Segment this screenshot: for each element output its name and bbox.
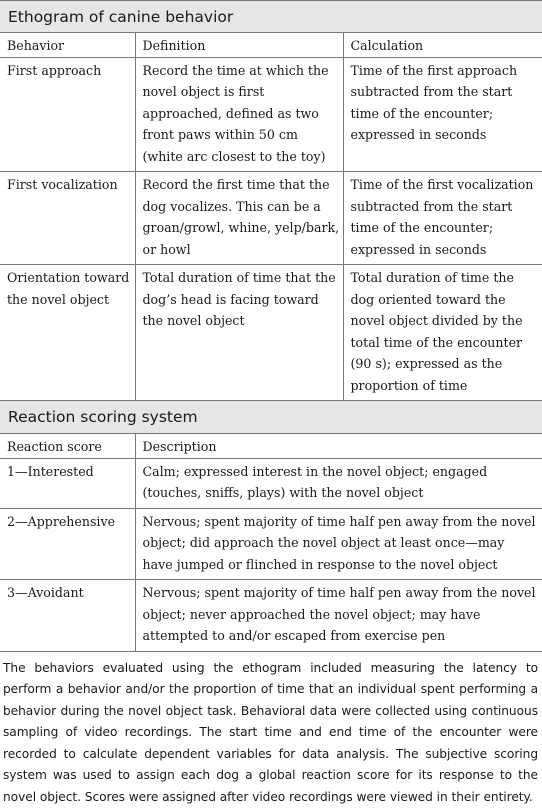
definition-column-header: Definition xyxy=(135,33,343,57)
description-cell: Nervous; spent majority of time half pen away from the novel object; did approach the novel object at least once—may have jumped or flinched in response to the novel object xyxy=(135,508,542,580)
description-column-header: Description xyxy=(135,434,542,458)
behavior-cell: First vocalization xyxy=(0,172,135,265)
definition-cell: Record the time at which the novel object is first approached, defined as two front paws within 50 cm (white arc closest to the toy) xyxy=(135,57,343,172)
score-column-header: Reaction score xyxy=(0,434,135,458)
definition-cell: Record the first time that the dog vocalizes. This can be a groan/growl, whine, yelp/bark, or howl xyxy=(135,172,343,265)
ethogram-table xyxy=(0,33,542,401)
score-cell: 1—Interested xyxy=(0,458,135,508)
table-row xyxy=(0,265,542,401)
scoring-header-row xyxy=(0,434,542,458)
ethogram-header-row xyxy=(0,33,542,57)
table-row xyxy=(0,458,542,508)
description-cell: Nervous; spent majority of time half pen away from the novel object; never approached the novel object; may have attempted to and/or escaped from exercise pen xyxy=(135,580,542,652)
table-row xyxy=(0,172,542,265)
behavior-column-header: Behavior xyxy=(0,33,135,57)
table-row xyxy=(0,508,542,580)
behavior-cell: Orientation toward the novel object xyxy=(0,265,135,401)
table-row xyxy=(0,580,542,652)
behavior-cell: First approach xyxy=(0,57,135,172)
score-cell: 2—Apprehensive xyxy=(0,508,135,580)
definition-cell: Total duration of time that the dog’s head is facing toward the novel object xyxy=(135,265,343,401)
table-row xyxy=(0,57,542,172)
calculation-cell: Time of the first vocalization subtracted from the start time of the encounter; expressed in seconds xyxy=(343,172,542,265)
scoring-title: Reaction scoring system xyxy=(0,401,542,434)
score-cell: 3—Avoidant xyxy=(0,580,135,652)
description-cell: Calm; expressed interest in the novel object; engaged (touches, sniffs, plays) with the novel object xyxy=(135,458,542,508)
table-footnote: The behaviors evaluated using the ethogram included measuring the latency to perform a behavior and/or the proportion of time that an individual spent performing a behavior during the novel object task. Behavioral data were collected using continuous sampling of video recordings. The start time and end time of the encounter were recorded to calculate dependent variables for data analysis. The subjective scoring system was used to assign each dog a global reaction score for its response to the novel object. Scores were assigned after video recordings were viewed in their entirety. xyxy=(3,660,538,805)
calculation-cell: Total duration of time the dog oriented toward the novel object divided by the total time of the encounter (90 s); expressed as the proportion of time xyxy=(343,265,542,401)
calculation-cell: Time of the first approach subtracted from the start time of the encounter; expressed in seconds xyxy=(343,57,542,172)
scoring-table xyxy=(0,434,542,652)
ethogram-title: Ethogram of canine behavior xyxy=(0,0,542,33)
calculation-column-header: Calculation xyxy=(343,33,542,57)
